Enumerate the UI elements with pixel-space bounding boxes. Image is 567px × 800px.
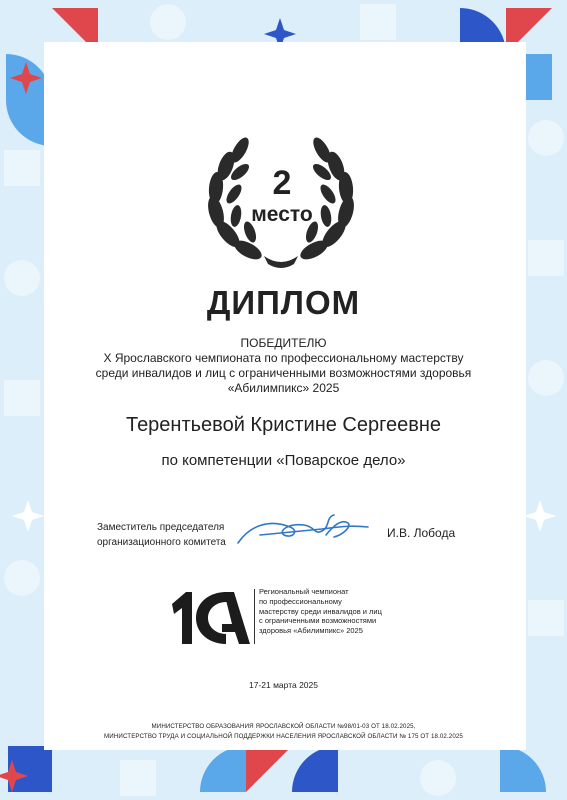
- signatory-role-line-1: Заместитель председателя: [97, 522, 225, 533]
- logo-caption-line: по профессиональному: [259, 596, 342, 606]
- footer-order-line-1: МИНИСТЕРСТВО ОБРАЗОВАНИЯ ЯРОСЛАВСКОЙ ОБЛАСТИ №98/01-03 ОТ 18.02.2025,: [151, 723, 416, 730]
- abilympics-logo: [170, 590, 250, 646]
- logo-caption-line: Региональный чемпионат: [259, 587, 349, 596]
- logo-divider: [254, 589, 255, 644]
- place-word: место: [251, 203, 313, 226]
- winner-label: ПОБЕДИТЕЛЮ: [240, 336, 327, 350]
- competence: по компетенции «Поварское дело»: [161, 452, 406, 469]
- place-number: 2: [272, 164, 292, 202]
- logo-caption-line: мастерству среди инвалидов и лиц: [259, 606, 382, 616]
- logo-caption-line: с ограниченными возможностями: [259, 616, 377, 626]
- championship-line-1: X Ярославского чемпионата по профессиональному мастерству: [103, 351, 464, 365]
- diploma-title: ДИПЛОМ: [206, 284, 361, 321]
- championship-line-2: среди инвалидов и лиц с ограниченными возможностями здоровья: [95, 366, 472, 380]
- signatory-name: И.В. Лобода: [387, 526, 456, 540]
- logo-caption-line: здоровья «Абилимпикс» 2025: [259, 626, 363, 636]
- signatory-role-line-2: организационного комитета: [97, 537, 226, 548]
- event-dates: 17-21 марта 2025: [248, 680, 318, 690]
- recipient-name: Терентьевой Кристине Сергеевне: [125, 414, 442, 436]
- logo-caption: [259, 587, 419, 636]
- handwritten-signature: [230, 505, 380, 553]
- footer-order-line-2: МИНИСТЕРСТВО ТРУДА И СОЦИАЛЬНОЙ ПОДДЕРЖКИ НАСЕЛЕНИЯ ЯРОСЛАВСКОЙ ОБЛАСТИ № 175 ОТ 18.02.2025: [104, 733, 463, 740]
- championship-line-3: «Абилимпикс» 2025: [227, 381, 340, 395]
